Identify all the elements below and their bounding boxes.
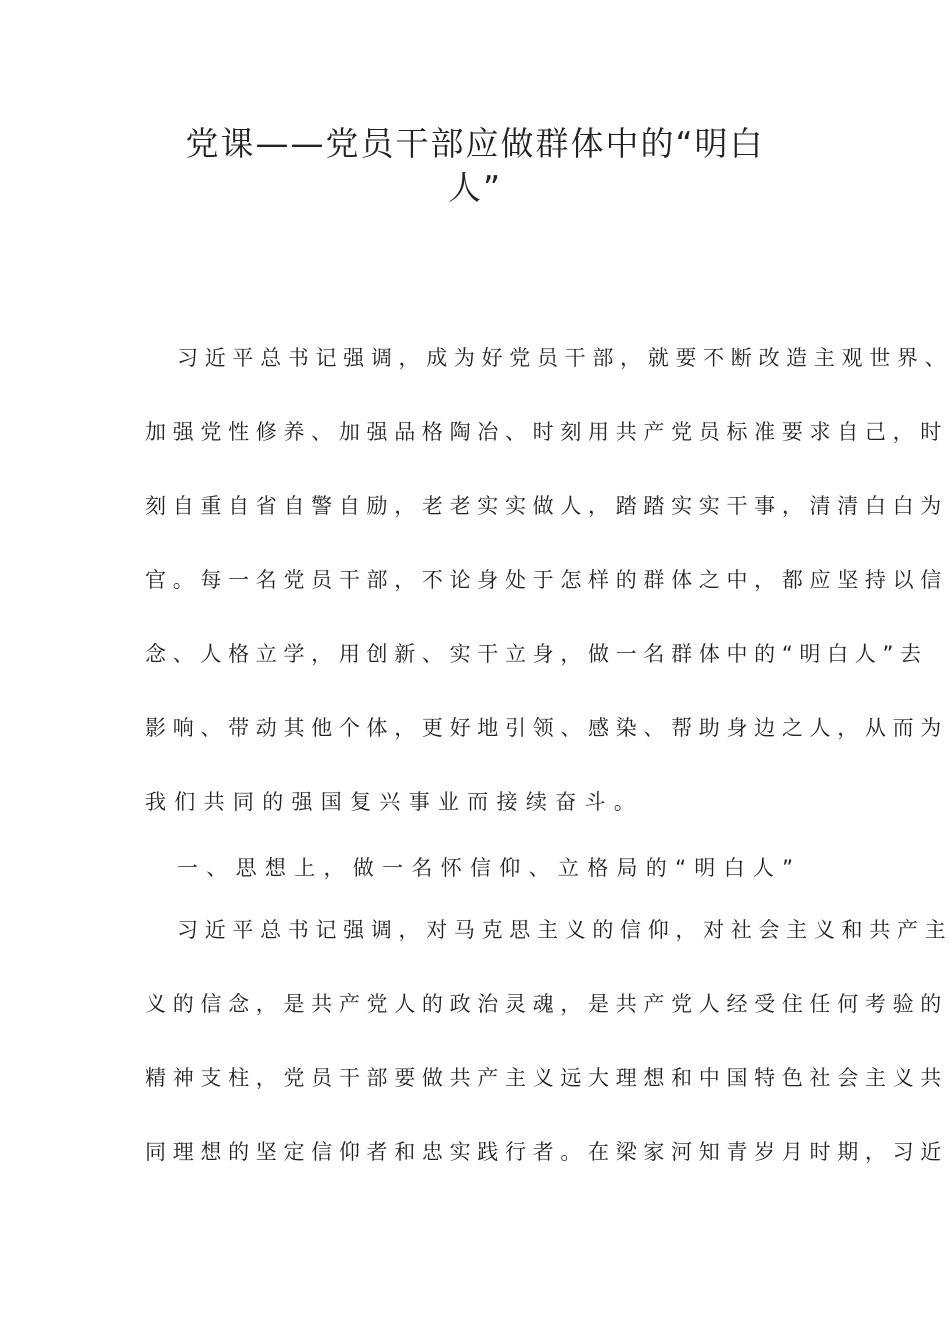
text-line: 习 近 平 总 书 记 强 调 ， 对 马 克 思 主 义 的 信 仰 ， 对 社 会 主 义 和 共 产 主: [177, 918, 946, 942]
document-title-line-2: 人”: [447, 168, 503, 207]
text-line: 习 近 平 总 书 记 强 调 ， 成 为 好 党 员 干 部 ， 就 要 不 断 改 造 主 观 世 界 、: [177, 346, 946, 370]
document-title-line-1: 党课——党员干部应做群体中的“明白: [185, 124, 765, 163]
text-line: 念 、 人 格 立 学 ， 用 创 新 、 实 干 立 身 ， 做 一 名 群 体 中 的 “ 明 白 人 ” 去: [145, 642, 922, 666]
section-heading: 一、思想上，做一名怀信仰、立格局的“明白人”: [177, 856, 802, 880]
text-line: 官 。 每 一 名 党 员 干 部 ， 不 论 身 处 于 怎 样 的 群 体 之 中 ， 都 应 坚 持 以 信: [145, 568, 942, 592]
text-line: 同 理 想 的 坚 定 信 仰 者 和 忠 实 践 行 者 。 在 梁 家 河 知 青 岁 月 时 期 ， 习 近: [145, 1140, 942, 1164]
text-line: 义 的 信 念 ， 是 共 产 党 人 的 政 治 灵 魂 ， 是 共 产 党 人 经 受 住 任 何 考 验 的: [145, 992, 942, 1016]
text-line: 我们共同的强国复兴事业而接续奋斗。: [145, 790, 644, 814]
text-line: 刻 自 重 自 省 自 警 自 励 ， 老 老 实 实 做 人 ， 踏 踏 实 实 干 事 ， 清 清 白 白 为: [145, 494, 942, 518]
text-line: 影 响 、 带 动 其 他 个 体 ， 更 好 地 引 领 、 感 染 、 帮 助 身 边 之 人 ， 从 而 为: [145, 716, 942, 740]
text-line: 加 强 党 性 修 养 、 加 强 品 格 陶 冶 、 时 刻 用 共 产 党 员 标 准 要 求 自 己 ， 时: [145, 420, 942, 444]
text-line: 精 神 支 柱 ， 党 员 干 部 要 做 共 产 主 义 远 大 理 想 和 中 国 特 色 社 会 主 义 共: [145, 1066, 942, 1090]
